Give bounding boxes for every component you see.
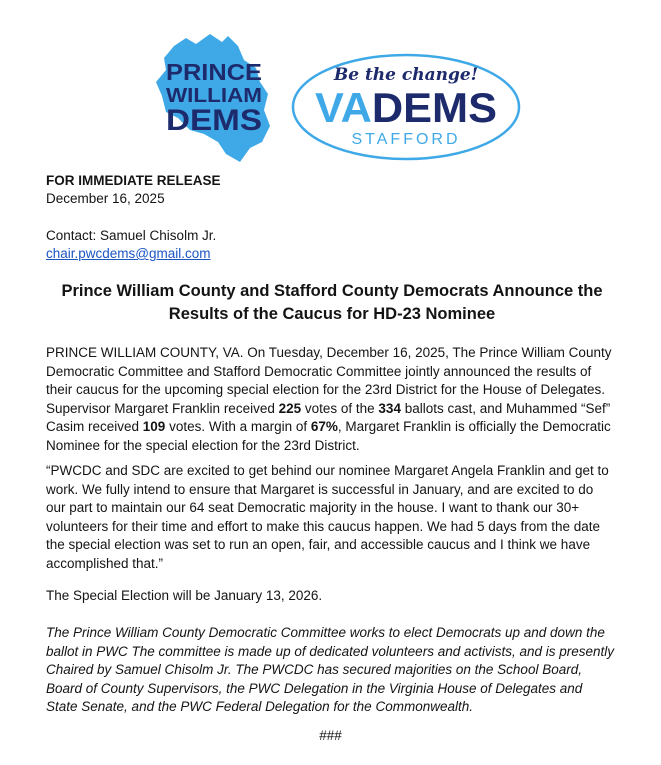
- logo-line-william: WILLIAM: [166, 85, 262, 107]
- ballots-cast: 334: [378, 400, 401, 416]
- casim-votes: 109: [142, 419, 166, 434]
- logo-line-prince: PRINCE: [166, 59, 262, 85]
- prince-william-dems-logo: [152, 30, 276, 166]
- headline: [40, 280, 624, 326]
- contact-email-link[interactable]: chair.pwcdems@gmail.com: [46, 246, 211, 261]
- p1-text-c: votes of the: [301, 400, 379, 416]
- end-mark: ###: [319, 728, 342, 743]
- headline-line-1: Prince William County and Stafford County Democrats Announce the: [61, 282, 603, 300]
- logo-wordmark: [315, 84, 497, 131]
- committee-boilerplate: The Prince William County Democratic Committee works to elect Democrats up and down the ballot in PWC The committee is made up of dedicated volunteers and activists, and is presently Chaired by Samuel Chisolm Jr. The PWCDC has secured majorities on the School Board, Board of County Supervisors, the PWC Delegation in the Virginia House of Delegates and State Senate, and the PWC Federal Delegation for the Commonwealth.: [46, 625, 615, 714]
- logo-stafford: STAFFORD: [351, 131, 461, 148]
- logo-line-dems: DEMS: [166, 104, 262, 137]
- va-dems-stafford-logo: [290, 52, 522, 162]
- quote-paragraph: “PWCDC and SDC are excited to get behind our nominee Margaret Angela Franklin and get to work. We fully intend to ensure that Margaret is successful in January, and are excited to do our part to maintain our 64 seat Democratic majority in the house. I want to thank our 30+ volunteers for their time and effort to make this caucus happen. We had 5 days from the date the special election was set to run an open, fair, and accessible caucus and I think we have accomplished that.”: [46, 463, 609, 571]
- contact-line: Contact: Samuel Chisolm Jr.: [46, 228, 217, 243]
- p1-text-e: ballots cast, and Muhammed “Sef” Casim received: [46, 400, 611, 434]
- logo-tagline: Be the change!: [333, 65, 479, 85]
- logo-wordmark-va: VA: [315, 84, 371, 131]
- special-election-date: The Special Election will be January 13, 2026.: [46, 588, 323, 603]
- franklin-votes: 225: [278, 400, 302, 416]
- p1-text-a: PRINCE WILLIAM COUNTY, VA. On Tuesday, December 16, 2025, The Prince William County Democratic Committee and Stafford Democratic Committee jointly announced the results of their caucus for the upcoming special election for the 23rd District for the House of Delegates. Supervisor Margaret Franklin received: [46, 345, 612, 416]
- release-label: FOR IMMEDIATE RELEASE: [46, 173, 221, 188]
- announcement-paragraph: [46, 344, 616, 455]
- headline-line-2: Results of the Caucus for HD-23 Nominee: [168, 305, 496, 323]
- release-date: December 16, 2025: [46, 191, 165, 206]
- p1-text-i: , Margaret Franklin is officially the Democratic Nominee for the special election for the 23rd District.: [46, 419, 611, 453]
- logo-wordmark-dems: DEMS: [371, 84, 494, 131]
- margin-percent: 67%: [310, 419, 338, 434]
- p1-text-g: votes. With a margin of: [165, 419, 311, 434]
